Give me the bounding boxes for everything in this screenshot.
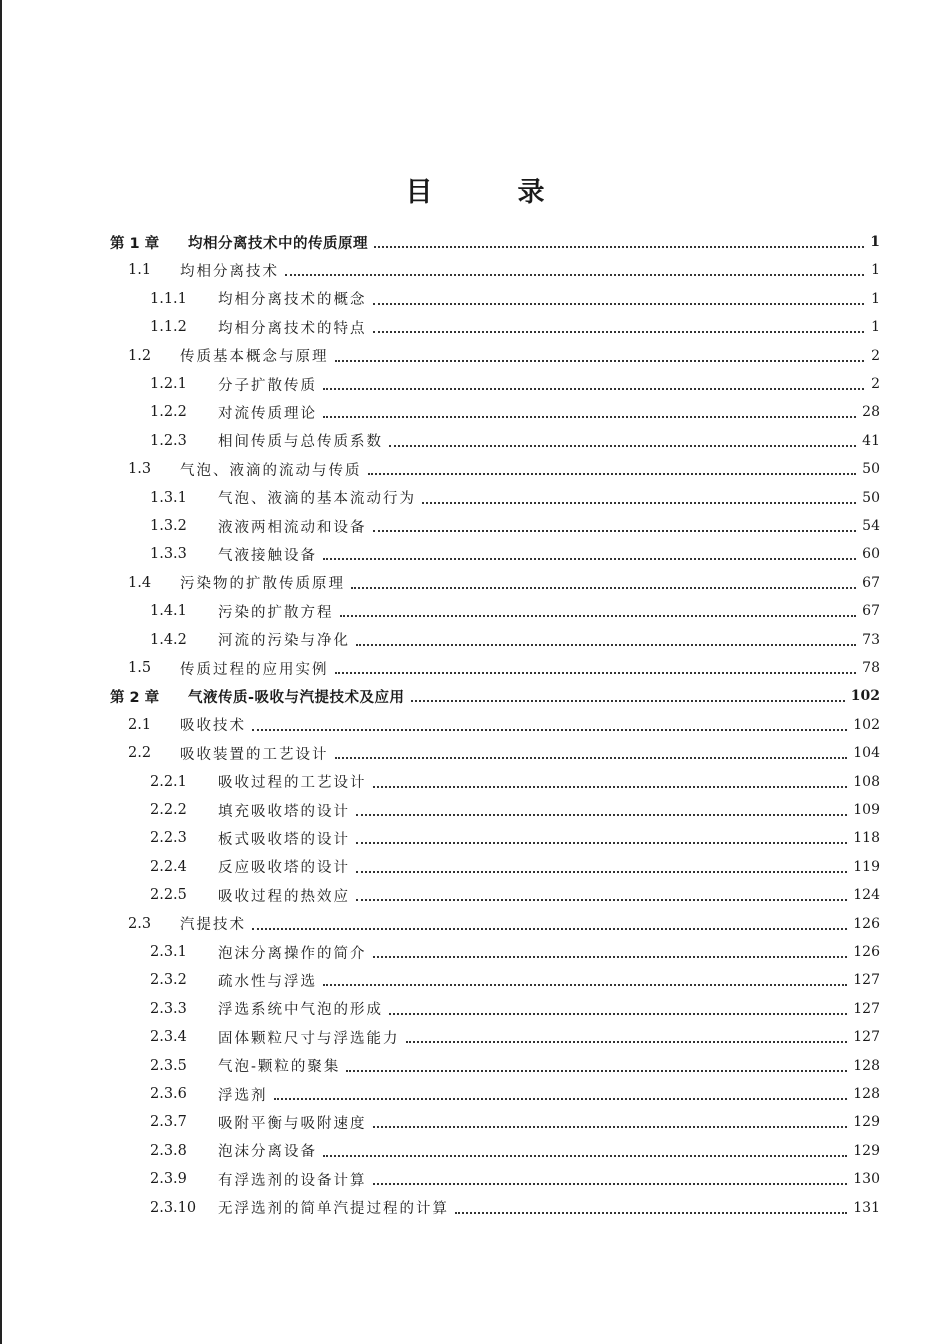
- toc-entry-number: 2.3.2: [150, 972, 187, 989]
- toc-entry-number: 2.1: [128, 716, 152, 733]
- toc-leader-dots: [335, 757, 848, 759]
- toc-leader-dots: [356, 842, 847, 844]
- toc-entry-title: 对流传质理论: [218, 405, 317, 422]
- toc-leader-dots: [323, 984, 847, 986]
- toc-leader-dots: [422, 502, 856, 504]
- toc-subsection-row[interactable]: [150, 796, 880, 824]
- toc-page-number: 2: [871, 347, 880, 364]
- toc-entry-number: 2.3.3: [150, 1000, 187, 1017]
- toc-entry-number: 1.2.3: [150, 432, 187, 449]
- toc-entry-number: 2.3.4: [150, 1029, 187, 1046]
- toc-subsection-row[interactable]: [150, 995, 880, 1023]
- toc-subsection-row[interactable]: [150, 427, 880, 455]
- toc-page-number: 1: [870, 234, 880, 250]
- toc-entry-title: 板式吸收塔的设计: [218, 831, 350, 848]
- toc-page-number: 1: [871, 262, 880, 279]
- toc-page-number: 108: [853, 773, 880, 790]
- toc-entry-title: 均相分离技术的特点: [218, 320, 367, 337]
- toc-page-number: 104: [853, 745, 880, 762]
- toc-leader-dots: [389, 1013, 847, 1015]
- toc-leader-dots: [373, 303, 865, 305]
- toc-page-number: 126: [853, 944, 880, 960]
- toc-subsection-row[interactable]: [150, 597, 880, 625]
- toc-entry-title: 分子扩散传质: [218, 377, 317, 394]
- toc-entry-title: 浮选剂: [218, 1087, 268, 1104]
- toc-subsection-row[interactable]: [150, 285, 880, 313]
- toc-page-number: 50: [862, 461, 880, 478]
- toc-leader-dots: [373, 956, 848, 958]
- toc-subsection-row[interactable]: [150, 313, 880, 341]
- toc-entry-number: 第 1 章: [110, 235, 160, 252]
- toc-entry-number: 1.2: [128, 347, 152, 364]
- toc-page-number: 54: [862, 518, 880, 534]
- toc-entry-number: 2.3.1: [150, 944, 187, 960]
- toc-entry-title: 汽提技术: [180, 917, 246, 934]
- toc-entry-number: 1.4.1: [150, 603, 187, 620]
- toc-page-number: 109: [853, 802, 880, 818]
- toc-leader-dots: [340, 615, 857, 617]
- toc-page-number: 2: [871, 376, 880, 392]
- toc-leader-dots: [356, 814, 847, 816]
- toc-leader-dots: [411, 700, 845, 702]
- toc-entry-title: 均相分离技术的概念: [218, 292, 367, 309]
- toc-subsection-row[interactable]: [150, 881, 880, 909]
- toc-subsection-row[interactable]: [150, 1080, 880, 1108]
- toc-subsection-row[interactable]: [150, 1052, 880, 1080]
- toc-entry-title: 有浮选剂的设备计算: [218, 1172, 367, 1189]
- toc-section-row[interactable]: [128, 256, 880, 284]
- toc-leader-dots: [373, 1183, 848, 1185]
- toc-page-number: 50: [862, 489, 880, 506]
- toc-section-row[interactable]: [128, 739, 880, 767]
- toc-leader-dots: [373, 530, 857, 532]
- toc-leader-dots: [373, 331, 865, 333]
- toc-subsection-row[interactable]: [150, 966, 880, 994]
- toc-leader-dots: [389, 445, 856, 447]
- toc-entry-title: 吸收技术: [180, 718, 246, 735]
- toc-leader-dots: [335, 360, 865, 362]
- toc-leader-dots: [351, 587, 856, 589]
- toc-subsection-row[interactable]: [150, 1165, 880, 1193]
- toc-entry-title: 疏水性与浮选: [218, 973, 317, 990]
- toc-entry-number: 2.2.3: [150, 830, 187, 847]
- toc-leader-dots: [323, 416, 856, 418]
- toc-page-number: 1: [871, 319, 880, 336]
- toc-page-number: 102: [850, 688, 880, 705]
- toc-entry-title: 无浮选剂的简单汽提过程的计算: [218, 1201, 449, 1218]
- toc-entry-number: 1.3.2: [150, 518, 187, 534]
- toc-entry-title: 吸附平衡与吸附速度: [218, 1115, 367, 1132]
- toc-page-number: 129: [853, 1142, 880, 1159]
- toc-entry-title: 吸收过程的热效应: [218, 888, 350, 905]
- title-char-2: 录: [517, 177, 545, 208]
- toc-subsection-row[interactable]: [150, 512, 880, 540]
- toc-page-number: 126: [853, 915, 880, 932]
- toc-section-row[interactable]: [128, 910, 880, 938]
- toc-entry-title: 气泡、液滴的基本流动行为: [218, 491, 416, 508]
- toc-section-row[interactable]: [128, 711, 880, 739]
- toc-subsection-row[interactable]: [150, 853, 880, 881]
- toc-leader-dots: [285, 274, 864, 276]
- title-char-1: 目: [405, 177, 433, 208]
- toc-entry-number: 1.4: [128, 574, 152, 591]
- toc-entry-title: 均相分离技术中的传质原理: [188, 235, 368, 252]
- toc-leader-dots: [373, 786, 848, 788]
- toc-section-row[interactable]: [128, 455, 880, 483]
- toc-subsection-row[interactable]: [150, 626, 880, 654]
- toc-entry-number: 2.2.1: [150, 773, 187, 790]
- toc-leader-dots: [356, 644, 856, 646]
- toc-leader-dots: [356, 871, 847, 873]
- toc-entry-number: 1.1.2: [150, 319, 187, 336]
- toc-entry-number: 2.3.5: [150, 1057, 187, 1074]
- toc-chapter-row[interactable]: [110, 228, 880, 256]
- toc-entry-number: 1.3: [128, 461, 152, 478]
- toc-page-number: 60: [862, 546, 880, 563]
- toc-entry-title: 气泡-颗粒的聚集: [218, 1059, 341, 1076]
- toc-section-row[interactable]: [128, 654, 880, 682]
- toc-entry-title: 固体颗粒尺寸与浮选能力: [218, 1030, 400, 1047]
- toc-leader-dots: [323, 388, 864, 390]
- toc-leader-dots: [406, 1041, 848, 1043]
- toc-page-number: 127: [853, 1029, 880, 1046]
- toc-leader-dots: [323, 558, 856, 560]
- toc-page-number: 129: [853, 1114, 880, 1131]
- page-title: [0, 170, 950, 209]
- toc-leader-dots: [274, 1098, 848, 1100]
- toc-page-number: 73: [862, 631, 880, 648]
- toc-entry-number: 2.2.5: [150, 887, 187, 904]
- toc-entry-number: 1.3.1: [150, 489, 187, 506]
- toc-entry-number: 2.2.4: [150, 858, 187, 875]
- toc-page-number: 128: [853, 1057, 880, 1074]
- toc-page-number: 67: [862, 603, 880, 620]
- toc-entry-number: 1.1.1: [150, 290, 187, 307]
- toc-section-row[interactable]: [128, 569, 880, 597]
- toc-entry-number: 1.2.1: [150, 376, 187, 392]
- toc-entry-number: 1.5: [128, 660, 152, 676]
- toc-subsection-row[interactable]: [150, 938, 880, 966]
- toc-leader-dots: [323, 1155, 847, 1157]
- toc-entry-title: 吸收装置的工艺设计: [180, 746, 329, 763]
- toc-entry-number: 2.3: [128, 915, 152, 932]
- toc-entry-title: 污染的扩散方程: [218, 604, 334, 621]
- toc-subsection-row[interactable]: [150, 824, 880, 852]
- toc-leader-dots: [346, 1070, 847, 1072]
- toc-entry-title: 反应吸收塔的设计: [218, 860, 350, 877]
- toc-leader-dots: [356, 899, 847, 901]
- toc-entry-title: 传质基本概念与原理: [180, 349, 329, 366]
- toc-leader-dots: [374, 246, 864, 248]
- toc-leader-dots: [368, 473, 857, 475]
- toc-subsection-row[interactable]: [150, 540, 880, 568]
- toc-page-number: 124: [853, 887, 880, 904]
- toc-entry-number: 2.2.2: [150, 802, 187, 818]
- toc-entry-number: 1.3.3: [150, 546, 187, 563]
- toc-entry-number: 2.3.9: [150, 1171, 187, 1188]
- toc-leader-dots: [455, 1212, 847, 1214]
- toc-page-number: 118: [853, 830, 880, 847]
- toc-page-number: 67: [862, 574, 880, 591]
- toc-page-number: 128: [853, 1086, 880, 1102]
- toc-entry-number: 1.2.2: [150, 404, 187, 421]
- toc-subsection-row[interactable]: [150, 370, 880, 398]
- toc-page-number: 119: [853, 858, 880, 875]
- toc-entry-number: 2.3.10: [150, 1199, 197, 1216]
- toc-page-number: 102: [853, 716, 880, 733]
- toc-entry-title: 均相分离技术: [180, 263, 279, 280]
- toc-subsection-row[interactable]: [150, 484, 880, 512]
- toc-entry-title: 气液传质-吸收与汽提技术及应用: [188, 689, 405, 706]
- toc-page-number: 131: [853, 1199, 880, 1216]
- toc-entry-title: 污染物的扩散传质原理: [180, 576, 345, 593]
- toc-subsection-row[interactable]: [150, 768, 880, 796]
- toc-entry-number: 2.3.6: [150, 1086, 187, 1102]
- toc-page-number: 78: [862, 660, 880, 676]
- toc-entry-title: 吸收过程的工艺设计: [218, 775, 367, 792]
- toc-entry-title: 传质过程的应用实例: [180, 661, 329, 678]
- toc-subsection-row[interactable]: [150, 1194, 880, 1222]
- toc-section-row[interactable]: [128, 342, 880, 370]
- toc-entry-number: 1.4.2: [150, 631, 187, 648]
- toc-entry-title: 气泡、液滴的流动与传质: [180, 462, 362, 479]
- toc-entry-title: 泡沫分离设备: [218, 1144, 317, 1161]
- toc-entry-title: 填充吸收塔的设计: [218, 803, 350, 820]
- toc-entry-number: 2.2: [128, 745, 152, 762]
- toc-subsection-row[interactable]: [150, 1137, 880, 1165]
- toc-leader-dots: [252, 928, 847, 930]
- toc-page-number: 28: [862, 404, 880, 421]
- toc-leader-dots: [252, 729, 847, 731]
- toc-page-number: 130: [853, 1171, 880, 1188]
- toc-entry-title: 相间传质与总传质系数: [218, 434, 383, 451]
- toc-leader-dots: [335, 672, 857, 674]
- toc-entry-title: 浮选系统中气泡的形成: [218, 1002, 383, 1019]
- toc-page-number: 41: [862, 432, 880, 449]
- toc-page-number: 1: [871, 290, 880, 307]
- toc-entry-number: 2.3.7: [150, 1114, 187, 1131]
- toc-chapter-row[interactable]: [110, 682, 880, 710]
- toc-subsection-row[interactable]: [150, 398, 880, 426]
- toc-page-number: 127: [853, 972, 880, 989]
- toc-subsection-row[interactable]: [150, 1108, 880, 1136]
- toc-entry-title: 泡沫分离操作的简介: [218, 945, 367, 962]
- toc-entry-title: 河流的污染与净化: [218, 633, 350, 650]
- toc-entry-title: 气液接触设备: [218, 547, 317, 564]
- toc-page-number: 127: [853, 1000, 880, 1017]
- toc-leader-dots: [373, 1126, 848, 1128]
- toc-entry-number: 第 2 章: [110, 689, 160, 706]
- toc-entry-number: 1.1: [128, 262, 152, 279]
- toc-entry-title: 液液两相流动和设备: [218, 519, 367, 536]
- toc-subsection-row[interactable]: [150, 1023, 880, 1051]
- toc-entry-number: 2.3.8: [150, 1142, 187, 1159]
